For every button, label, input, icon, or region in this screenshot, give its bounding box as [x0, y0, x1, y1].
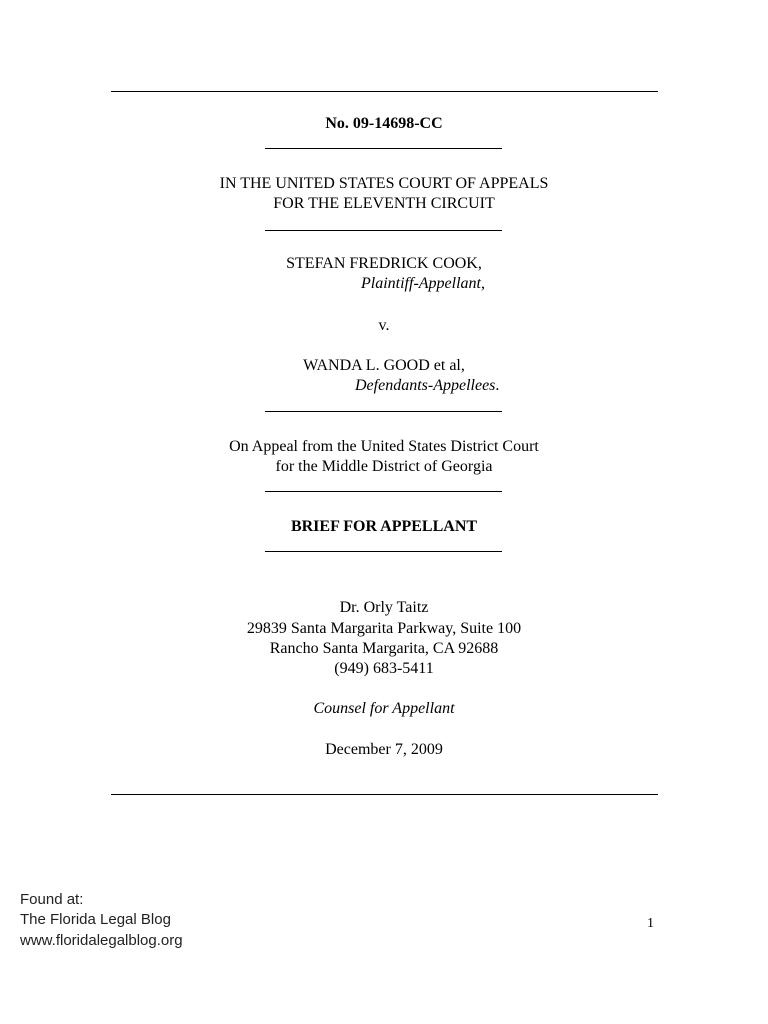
footer-found-at: Found at:: [20, 891, 84, 908]
top-rule: [111, 91, 658, 92]
counsel-role: Counsel for Appellant: [313, 700, 455, 717]
defendant-role: [355, 376, 499, 396]
counsel-phone: (949) 683-5411: [334, 660, 434, 677]
defendant-role-suffix: .: [495, 377, 500, 394]
plaintiff-role-text: Plaintiff-Appellant: [361, 275, 481, 292]
counsel-address-2: Rancho Santa Margarita, CA 92688: [269, 640, 499, 657]
footer-blog-url[interactable]: www.floridalegalblog.org: [20, 932, 183, 949]
page-number: 1: [647, 916, 654, 931]
counsel-address-1: 29839 Santa Margarita Parkway, Suite 100: [246, 620, 522, 637]
defendant-name: WANDA L. GOOD et al,: [303, 357, 465, 374]
case-number: No. 09-14698-CC: [325, 115, 443, 132]
brief-title: BRIEF FOR APPELLANT: [290, 518, 478, 535]
footer-blog-name: The Florida Legal Blog: [20, 911, 171, 928]
court-line-1: IN THE UNITED STATES COURT OF APPEALS: [219, 175, 549, 192]
appeal-line-2: for the Middle District of Georgia: [275, 458, 493, 475]
plaintiff-role: [361, 274, 485, 294]
brief-date: December 7, 2009: [325, 741, 443, 758]
court-line-2: FOR THE ELEVENTH CIRCUIT: [273, 195, 495, 212]
bottom-rule: [111, 794, 658, 795]
defendant-role-text: Defendants-Appellees: [355, 377, 496, 394]
appeal-line-1: On Appeal from the United States District Court: [229, 438, 539, 455]
plaintiff-name: STEFAN FREDRICK COOK,: [286, 255, 482, 272]
divider: [265, 491, 502, 492]
divider: [265, 551, 502, 552]
plaintiff-role-suffix: ,: [480, 275, 485, 292]
counsel-name: Dr. Orly Taitz: [339, 599, 429, 616]
divider: [265, 230, 502, 231]
divider: [265, 148, 502, 149]
divider: [265, 411, 502, 412]
versus: v.: [378, 317, 390, 334]
